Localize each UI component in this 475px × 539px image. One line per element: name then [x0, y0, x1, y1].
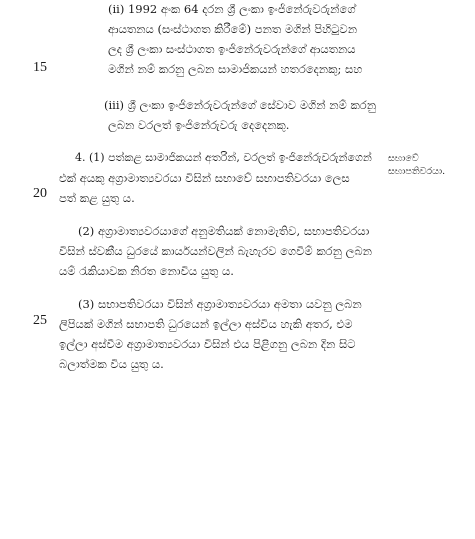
- marginal-note-line-2: සභාපතිවරයා.: [388, 166, 446, 177]
- sub-3-line-1: (3) සභාපතිවරයා විසින් අග්‍රාමාත්‍යවරයා අමතා යවනු ලබන: [78, 297, 362, 311]
- sub-1-line-3: පත් කළ යුතු ය.: [59, 191, 135, 205]
- marginal-note-line-1: සභාවේ: [388, 153, 419, 164]
- sub-2-line-2: විසින් ස්වකීය ධුරයේ කාර්යයන්වලින් බැහැරව ගෙවීම් කරනු ලබන: [59, 244, 372, 258]
- sub-3-line-4: බලාත්මක විය යුතු ය.: [59, 357, 164, 371]
- sub-3-line-2: ලිපියක් මගින් සභාපති ධුරයෙන් ඉල්ලා අස්විය හැකි අතර, එම: [59, 317, 353, 331]
- line-number-20: 20: [33, 186, 47, 201]
- clause-ii-line-4: මගින් නම් කරනු ලබන සාමාජිකයන් හතරදෙනකු; සහ: [108, 62, 363, 76]
- sub-1-line-1: 4. (1) පත්කළ සාමාජිකයන් අතරින්, වරලත් ඉංජිනේරුවරුන්ගෙන්: [75, 151, 372, 164]
- clause-ii-line-1: (ii) 1992 අංක 64 දරන ශ්‍රී ලංකා ඉංජිනේරුවරුන්ගේ: [108, 2, 356, 16]
- line-number-15: 15: [33, 60, 47, 75]
- clause-ii-line-2: ආයතනය (සංස්ථාගත කිරීමේ) පනත මගින් පිහිටුවන: [108, 22, 358, 36]
- sub-3-line-3: ඉල්ලා අස්වීම අග්‍රාමාත්‍යවරයා විසින් එය පිළිගනු ලබන දින සිට: [59, 337, 356, 351]
- clause-iii-line-2: ලබන වරලත් ඉංජිනේරුවරු දෙදෙනකු.: [108, 118, 290, 132]
- clause-iii-line-1: (iii) ශ්‍රී ලංකා ඉංජිනේරුවරුන්ගේ සේවාව මගින් නම් කරනු: [104, 98, 377, 112]
- line-number-25: 25: [33, 313, 47, 328]
- sub-2-line-3: යම් රැකියාවක නිරත නොවිය යුතු ය.: [59, 264, 234, 278]
- sub-2-line-1: (2) අග්‍රාමාත්‍යවරයාගේ අනුමතියක් නොමැතිව, සභාපතිවරයා: [78, 224, 370, 238]
- clause-ii-line-3: ලද ශ්‍රී ලංකා සංස්ථාගත ඉංජිනේරුවරුන්ගේ ආයතනය: [108, 42, 356, 56]
- sub-1-line-2: එක් අයකු අග්‍රාමාත්‍යවරයා විසින් සභාවේ සභාපතිවරයා ලෙස: [59, 171, 350, 185]
